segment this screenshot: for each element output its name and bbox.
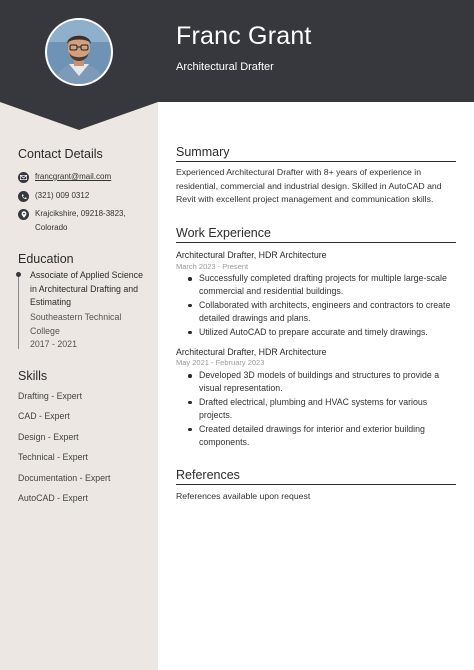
job-bullet: Successfully completed drafting projects for multiple large-scale commercial and residential buildings. — [188, 272, 458, 299]
education-heading: Education — [18, 252, 74, 266]
skill-item: Design - Expert — [18, 432, 79, 442]
skill-item: Documentation - Expert — [18, 473, 111, 483]
job-bullet: Created detailed drawings for interior and exterior building components. — [188, 423, 458, 450]
address-line-1: Krajcikshire, 09218-3823, — [35, 209, 126, 218]
education-years: 2017 - 2021 — [30, 339, 77, 349]
contact-address-row — [18, 209, 126, 235]
job-dates: March 2023 - Present — [176, 262, 249, 271]
education-school: Southeastern Technical College — [30, 312, 122, 336]
summary-heading: Summary — [176, 145, 456, 162]
experience-heading: Work Experience — [176, 226, 456, 243]
timeline-line — [18, 273, 19, 349]
candidate-name: Franc Grant — [176, 22, 312, 50]
education-degree: Associate of Applied Science in Architectural Drafting and Estimating — [30, 270, 143, 307]
education-entry — [18, 269, 148, 349]
summary-text: Experienced Architectural Drafter with 8+ years of experience in residential, commercial and industrial design. Skilled in AutoCAD and Revit with excellent project management and communication skills. — [176, 167, 442, 205]
job-title: Architectural Drafter, HDR Architecture — [176, 250, 327, 260]
job-title: Architectural Drafter, HDR Architecture — [176, 347, 327, 357]
job-bullet: Drafted electrical, plumbing and HVAC systems for various projects. — [188, 396, 458, 423]
skill-item: Technical - Expert — [18, 452, 88, 462]
job-bullet: Collaborated with architects, engineers and contractors to create detailed drawings and plans. — [188, 299, 458, 326]
contact-address — [35, 207, 126, 235]
job-dates: May 2021 - February 2023 — [176, 358, 265, 367]
candidate-title: Architectural Drafter — [176, 61, 274, 73]
contact-heading: Contact Details — [18, 147, 103, 161]
references-heading: References — [176, 468, 456, 485]
references-text: References available upon request — [176, 491, 311, 501]
job-bullet: Developed 3D models of buildings and structures to provide a visual representation. — [188, 369, 458, 396]
contact-phone: (321) 009 0312 — [35, 191, 90, 200]
email-icon — [18, 172, 29, 183]
location-icon — [18, 209, 29, 220]
skills-heading: Skills — [18, 369, 48, 383]
contact-email[interactable]: francgrant@mail.com — [35, 172, 112, 181]
skill-item: Drafting - Expert — [18, 391, 83, 401]
skill-item: CAD - Expert — [18, 411, 70, 421]
job-bullets — [188, 272, 458, 339]
timeline-dot — [16, 272, 21, 277]
contact-email-row[interactable] — [18, 172, 111, 184]
header-chevron — [0, 101, 158, 131]
address-line-2: Colorado — [35, 223, 68, 232]
phone-icon — [18, 191, 29, 202]
skill-item: AutoCAD - Expert — [18, 493, 88, 503]
job-bullets — [188, 369, 458, 449]
profile-photo — [45, 18, 113, 86]
job-bullet: Utilized AutoCAD to prepare accurate and timely drawings. — [188, 326, 458, 339]
contact-phone-row — [18, 191, 89, 203]
sidebar — [0, 102, 158, 670]
